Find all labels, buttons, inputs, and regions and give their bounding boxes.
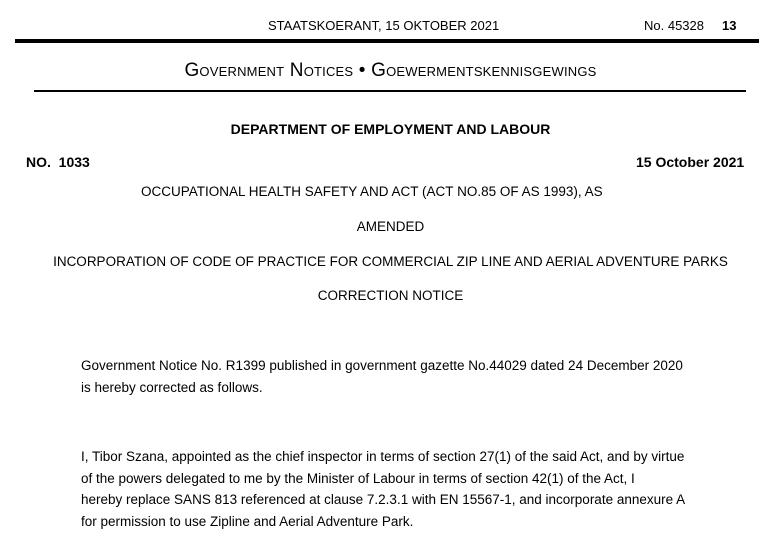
section-title-text: Government Notices • Goewermentskennisgewings <box>184 60 597 81</box>
paragraph-line: hereby replace SANS 813 referenced at clause 7.2.3.1 with EN 15567-1, and incorporate annexure A <box>81 492 686 507</box>
section-title <box>0 60 781 82</box>
notice-number-value: 1033 <box>58 154 90 170</box>
header-rule <box>15 39 759 43</box>
paragraph-line: is hereby corrected as follows. <box>81 379 263 395</box>
act-title-line1: OCCUPATIONAL HEALTH SAFETY AND ACT (ACT NO.85 OF AS 1993), AS <box>141 184 603 199</box>
gazette-number: No. 45328 <box>644 18 704 33</box>
paragraph-incorporation <box>81 446 721 532</box>
paragraph-line: for permission to use Zipline and Aerial Adventure Park. <box>81 513 414 529</box>
act-title-line2: AMENDED <box>356 219 425 234</box>
department-heading: DEPARTMENT OF EMPLOYMENT AND LABOUR <box>230 121 551 137</box>
notice-number <box>26 154 90 170</box>
notice-date: 15 October 2021 <box>636 154 745 170</box>
page-number: 13 <box>722 18 737 33</box>
code-of-practice-title: INCORPORATION OF CODE OF PRACTICE FOR COMMERCIAL ZIP LINE AND AERIAL ADVENTURE PARKS <box>53 254 728 269</box>
paragraph-line: I, Tibor Szana, appointed as the chief inspector in terms of section 27(1) of the said Act, and by virtue <box>81 449 685 464</box>
paragraph-line: Government Notice No. R1399 published in government gazette No.44029 dated 24 December 2020 <box>81 358 683 373</box>
paragraph-line: of the powers delegated to me by the Minister of Labour in terms of section 42(1) of the Act, I <box>81 470 635 486</box>
correction-notice-title: CORRECTION NOTICE <box>317 288 464 303</box>
section-rule <box>34 90 746 92</box>
gazette-title: STAATSKOERANT, 15 OKTOBER 2021 <box>268 18 500 33</box>
paragraph-correction <box>81 355 721 398</box>
notice-number-label: NO. <box>26 154 51 170</box>
